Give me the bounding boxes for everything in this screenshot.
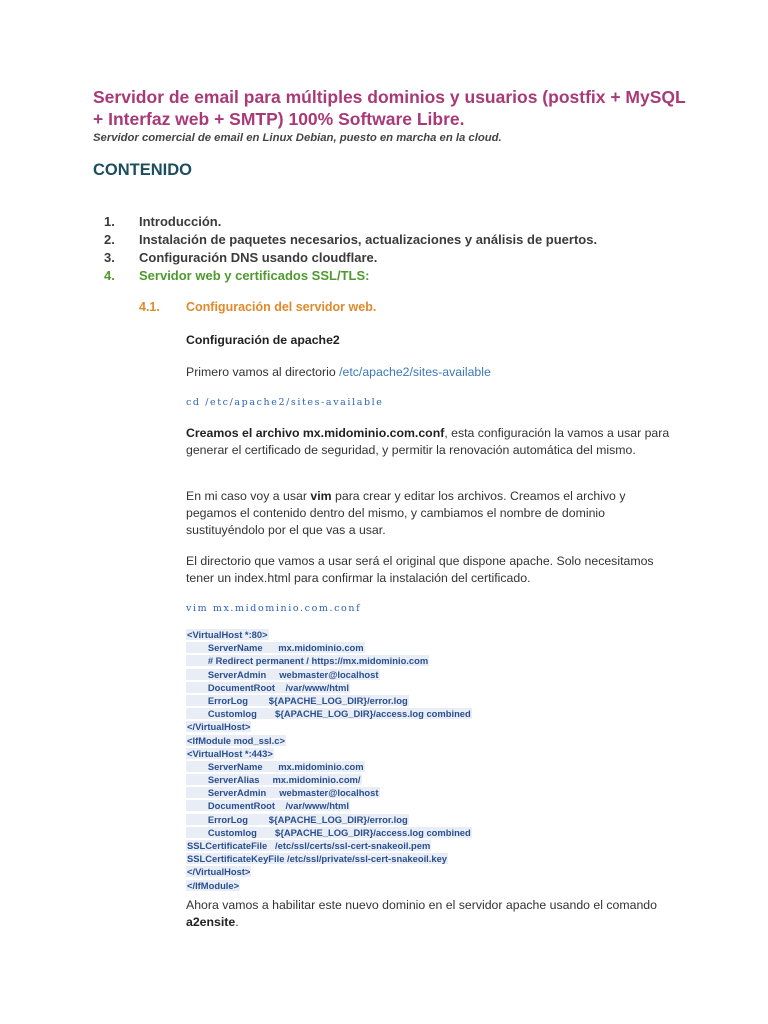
code-line: ServerAdmin webmaster@localhost bbox=[187, 668, 379, 680]
paragraph-vim: En mi caso voy a usar vim para crear y editar los archivos. Creamos el archivo y pegamos el contenido dentro del mismo, y cambiamos el nombre de dominio sustituyéndolo por el que vas a usar. bbox=[186, 489, 626, 537]
apache-heading: Configuración de apache2 bbox=[186, 333, 340, 347]
toc-item[interactable]: 2. Instalación de paquetes necesarios, actualizaciones y análisis de puertos. bbox=[104, 232, 598, 247]
paragraph-directory-original: El directorio que vamos a usar será el original que dispone apache. Solo necesitamos tener un index.html para confirmar la instalación del certificado. bbox=[186, 554, 654, 585]
document-subtitle: Servidor comercial de email en Linux Debian, puesto en marcha en la cloud. bbox=[93, 132, 502, 144]
contents-heading: CONTENIDO bbox=[93, 161, 192, 179]
directory-path-link[interactable]: /etc/apache2/sites-available bbox=[339, 365, 491, 379]
code-line: <VirtualHost *:80> bbox=[187, 629, 268, 640]
section-title: Configuración del servidor web. bbox=[186, 300, 377, 314]
code-line: ServerName mx.midominio.com bbox=[187, 642, 364, 654]
section-number: 4.1. bbox=[139, 300, 160, 314]
code-line: DocumentRoot /var/www/html bbox=[187, 800, 349, 812]
code-line: ServerName mx.midominio.com bbox=[187, 760, 364, 772]
code-line: ServerAlias mx.midominio.com/ bbox=[187, 774, 361, 786]
code-line: Customlog ${APACHE_LOG_DIR}/access.log combined bbox=[187, 826, 471, 838]
code-line: # Redirect permanent / https://mx.midominio.com bbox=[187, 655, 429, 667]
paragraph-create-file: Creamos el archivo mx.midominio.com.conf, esta configuración la vamos a usar para generar el certificado de seguridad, y permitir la renovación automática del mismo. bbox=[186, 426, 670, 457]
command-cd: cd /etc/apache2/sites-available bbox=[186, 397, 384, 408]
code-line: SSLCertificateKeyFile /etc/ssl/private/ssl-cert-snakeoil.key bbox=[187, 853, 448, 865]
code-line: ErrorLog ${APACHE_LOG_DIR}/error.log bbox=[187, 694, 408, 706]
code-line: ServerAdmin webmaster@localhost bbox=[187, 787, 379, 799]
code-line: DocumentRoot /var/www/html bbox=[187, 681, 349, 693]
code-line: ErrorLog ${APACHE_LOG_DIR}/error.log bbox=[187, 813, 408, 825]
code-line: <VirtualHost *:443> bbox=[187, 747, 273, 759]
code-line: <IfModule mod_ssl.c> bbox=[187, 734, 285, 746]
toc-item[interactable]: 3. Configuración DNS usando cloudflare. bbox=[104, 250, 378, 265]
code-line: </VirtualHost> bbox=[187, 721, 251, 733]
code-line: </IfModule> bbox=[187, 879, 240, 891]
toc-item-current[interactable]: 4. Servidor web y certificados SSL/TLS: bbox=[104, 268, 370, 283]
code-line: SSLCertificateFile /etc/ssl/certs/ssl-cert-snakeoil.pem bbox=[187, 840, 431, 851]
code-line: </VirtualHost> bbox=[187, 866, 251, 878]
document-title: Servidor de email para múltiples dominios y usuarios (postfix + MySQL + Interfaz web + SMTP) 100% Software Libre. bbox=[93, 87, 686, 129]
paragraph-enable-site: Ahora vamos a habilitar este nuevo dominio en el servidor apache usando el comando a2ensite. bbox=[186, 898, 657, 929]
toc-item[interactable]: 1. Introducción. bbox=[104, 214, 222, 229]
command-vim: vim mx.midominio.com.conf bbox=[186, 603, 362, 614]
code-block bbox=[186, 628, 472, 892]
paragraph-directory: Primero vamos al directorio /etc/apache2/sites-available bbox=[186, 365, 491, 379]
code-line: Customlog ${APACHE_LOG_DIR}/access.log combined bbox=[187, 708, 471, 720]
table-of-contents bbox=[104, 213, 597, 285]
